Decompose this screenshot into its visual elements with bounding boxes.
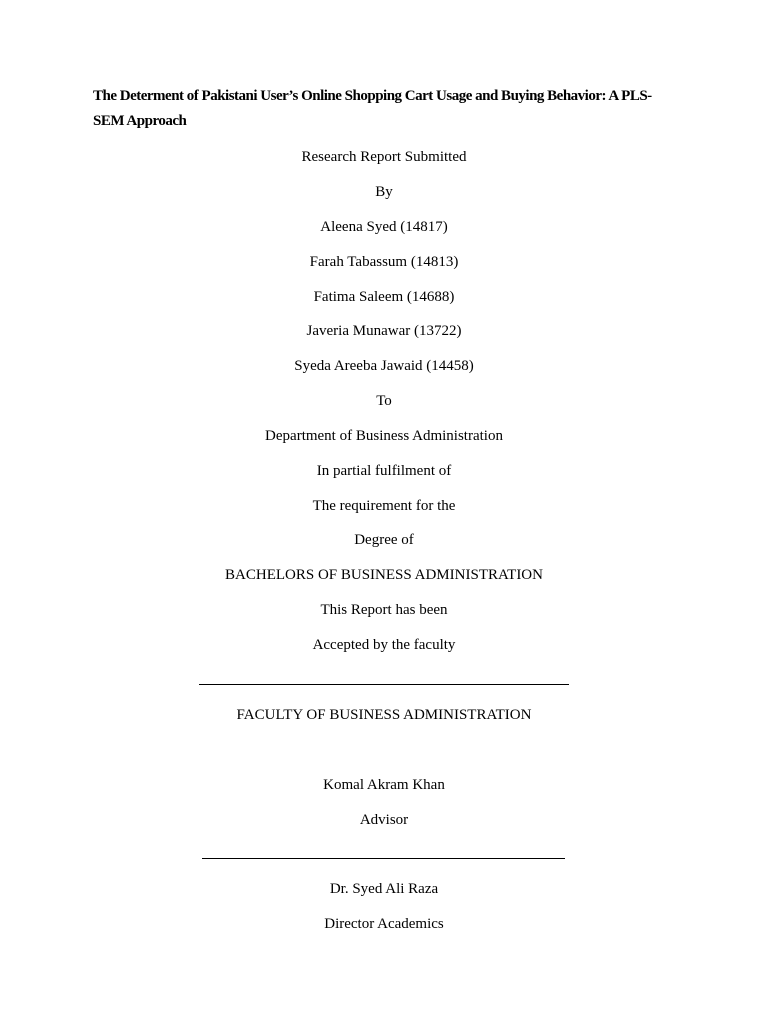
director-name: Dr. Syed Ali Raza <box>329 881 439 897</box>
faculty-name: FACULTY OF BUSINESS ADMINISTRATION <box>236 707 532 723</box>
signature-rule <box>199 684 569 685</box>
degree-name: BACHELORS OF BUSINESS ADMINISTRATION <box>225 567 543 583</box>
advisor-name: Komal Akram Khan <box>323 777 445 793</box>
author-name: Syeda Areeba Jawaid (14458) <box>294 358 474 374</box>
degree-of-line: Degree of <box>354 532 414 548</box>
author-name: Javeria Munawar (13722) <box>306 323 462 339</box>
requirement-line: The requirement for the <box>312 498 456 514</box>
department-line: Department of Business Administration <box>265 428 503 444</box>
author-name: Aleena Syed (14817) <box>320 219 448 235</box>
advisor-title: Advisor <box>359 812 409 828</box>
author-name: Fatima Saleem (14688) <box>313 289 455 305</box>
signature-rule <box>202 858 565 859</box>
director-title: Director Academics <box>324 916 444 932</box>
submitted-line: Research Report Submitted <box>301 149 467 165</box>
to-label: To <box>376 393 392 409</box>
report-been-line: This Report has been <box>320 602 448 618</box>
author-name: Farah Tabassum (14813) <box>309 254 459 270</box>
by-label: By <box>375 184 393 200</box>
accepted-line: Accepted by the faculty <box>312 637 456 653</box>
report-title: The Determent of Pakistani User’s Online Shopping Cart Usage and Buying Behavior: A PLS-SEM Approach <box>93 88 652 129</box>
partial-fulfilment-line: In partial fulfilment of <box>316 463 452 479</box>
